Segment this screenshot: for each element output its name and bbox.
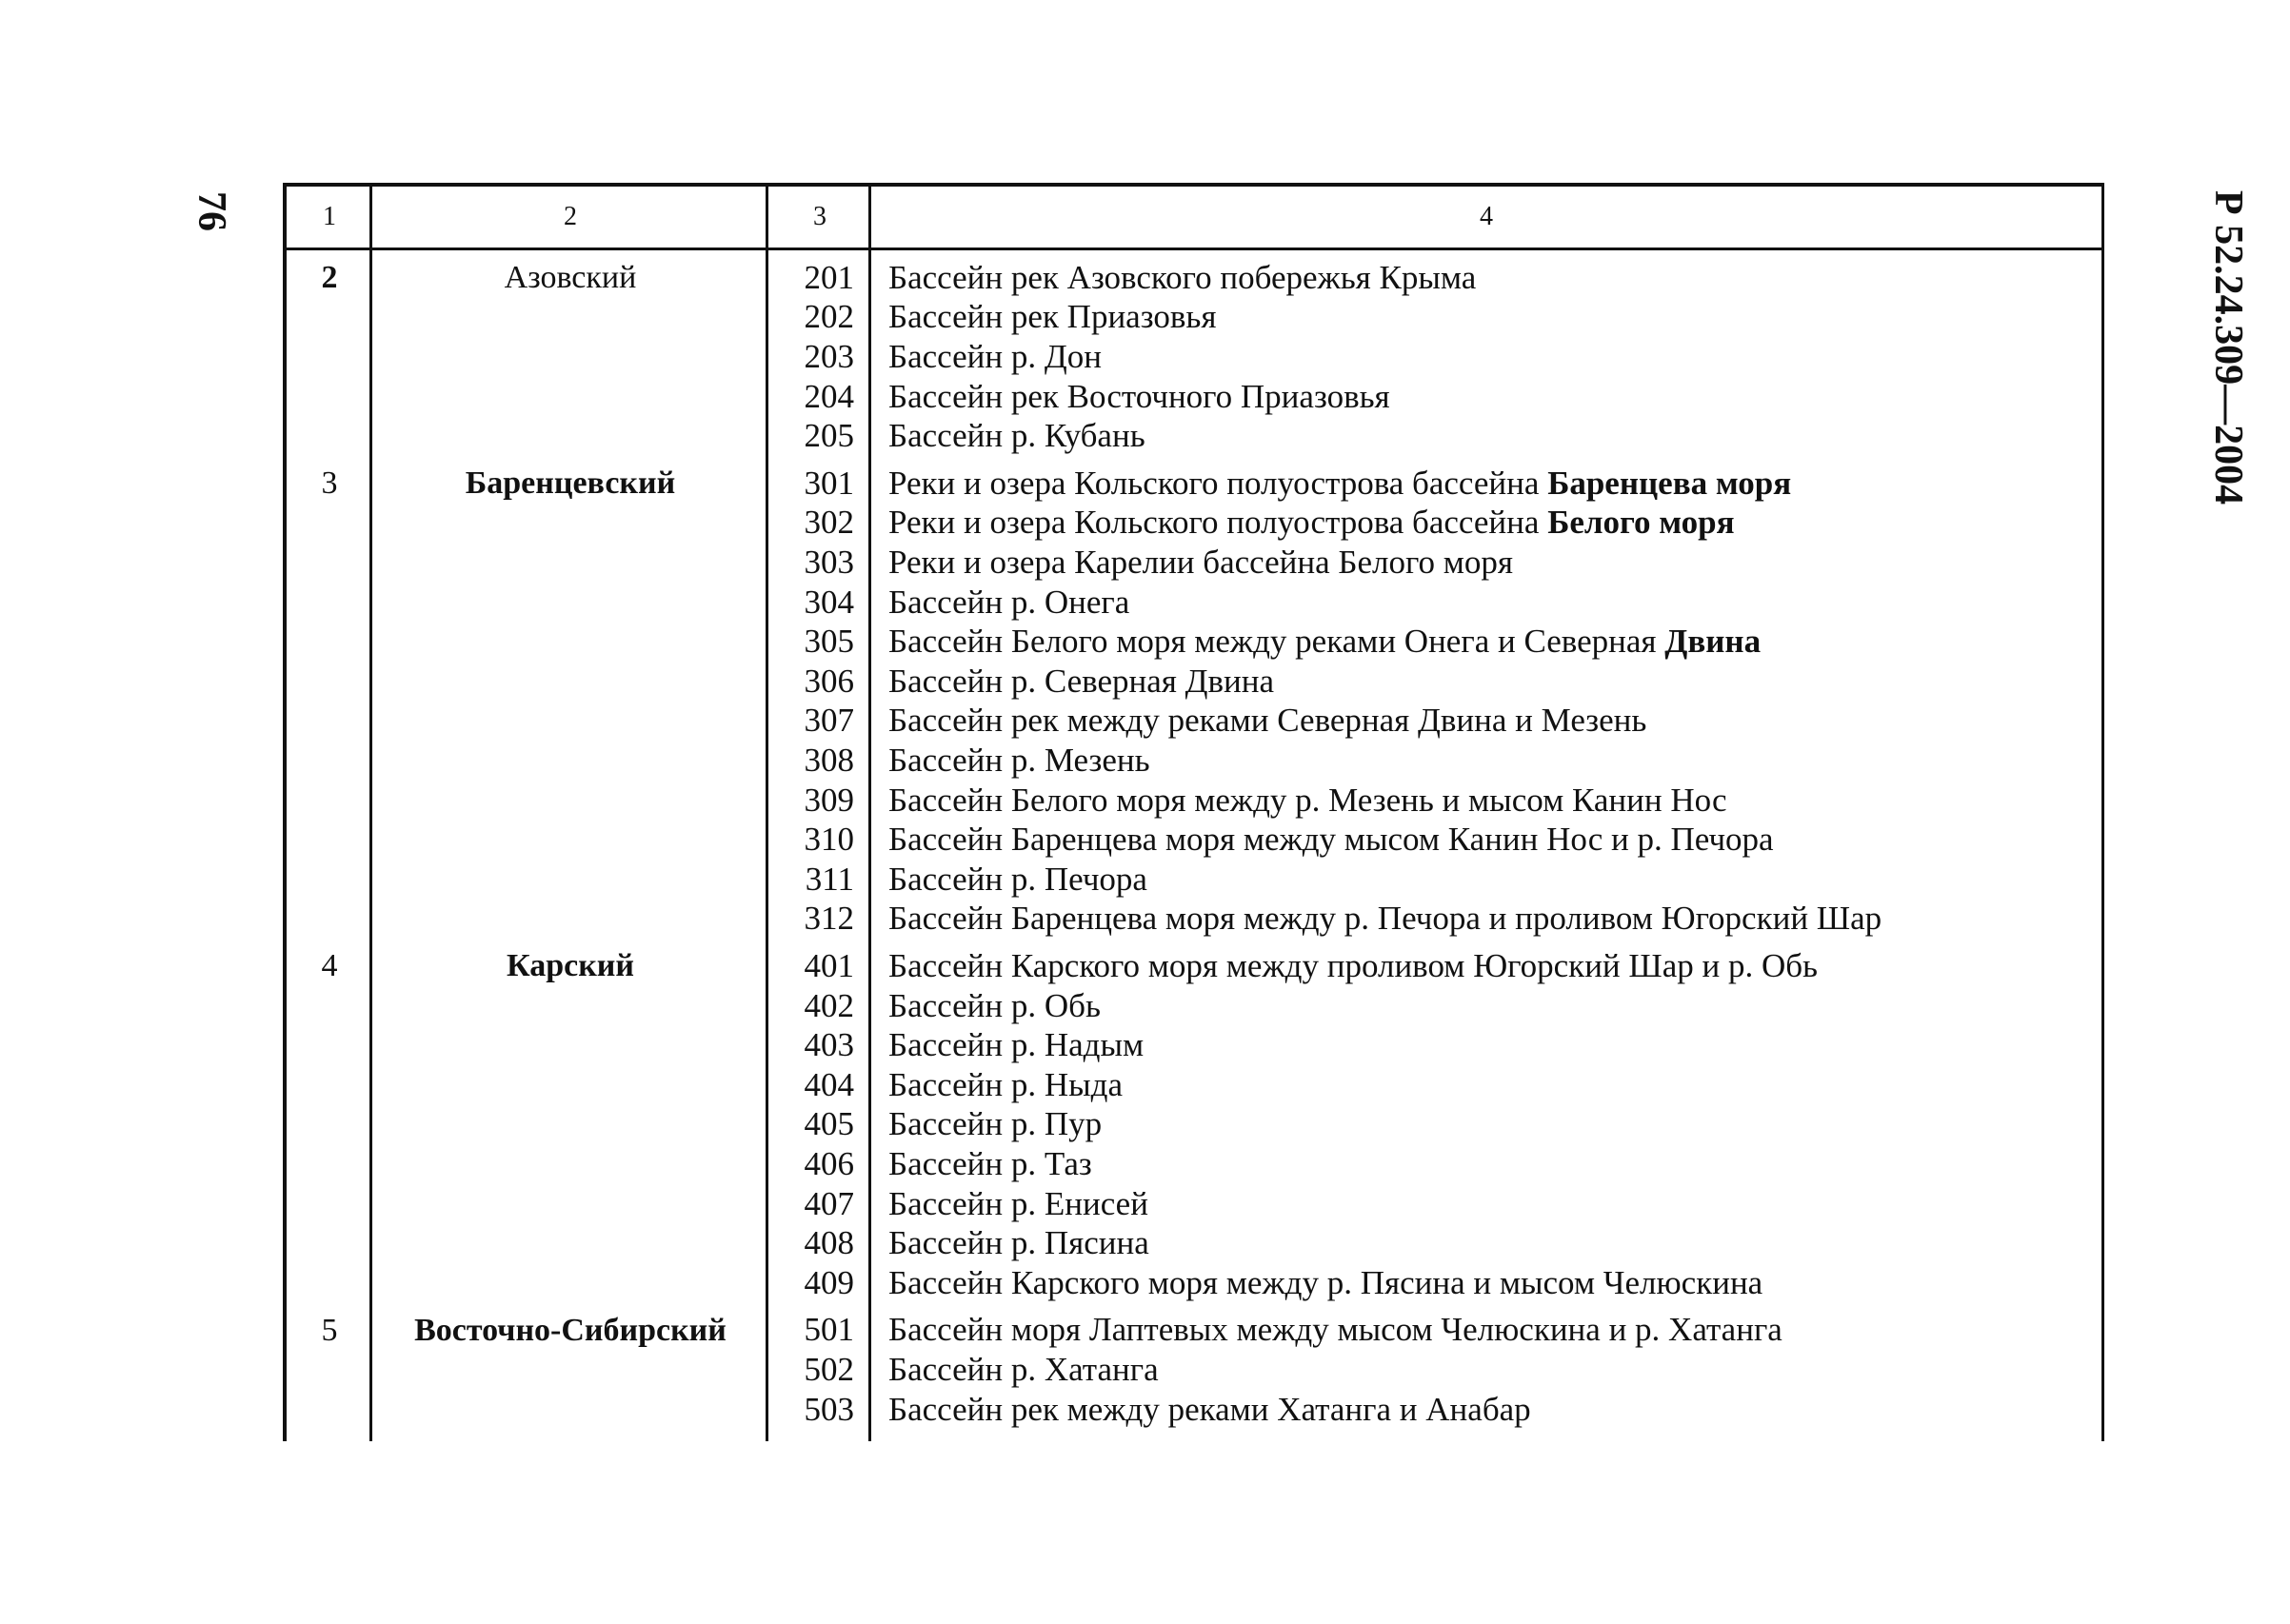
basin-description-text: Бассейн моря Лаптевых между мысом Челюскина и р. Хатанга — [888, 1311, 1782, 1349]
basin-code: 406 — [804, 1144, 854, 1182]
group-name: Восточно-Сибирский — [414, 1312, 727, 1348]
group-name: Азовский — [504, 260, 637, 295]
basin-code: 404 — [804, 1065, 854, 1103]
basin-description — [871, 821, 1774, 859]
basin-description-text: Бассейн Карского моря между проливом Югорский Шар и р. Обь — [888, 946, 1819, 984]
table-row — [768, 1184, 2101, 1224]
basin-description — [871, 417, 1145, 455]
basin-description — [871, 900, 1882, 938]
basin-description — [871, 663, 1274, 701]
basin-description-bold: Белого моря — [1547, 504, 1735, 542]
table-row — [768, 860, 2101, 900]
group-rows — [768, 258, 2101, 456]
basin-code: 311 — [805, 860, 854, 898]
group-name: Карский — [507, 948, 634, 984]
basin-description-text: Бассейн р. Таз — [888, 1144, 1092, 1182]
table-row — [768, 337, 2101, 377]
table-row — [768, 1223, 2101, 1263]
group-number: 2 — [321, 260, 338, 295]
table-row — [768, 986, 2101, 1026]
basin-code: 307 — [804, 702, 854, 740]
basin-description-text: Бассейн р. Онега — [888, 583, 1130, 621]
page-number: 76 — [189, 191, 233, 231]
table-body — [287, 250, 2101, 1441]
basin-description-text: Бассейн Белого моря между р. Мезень и мысом Канин Нос — [888, 781, 1727, 819]
basin-description-text: Бассейн р. Печора — [888, 860, 1147, 898]
basin-code: 202 — [804, 298, 854, 336]
table-row — [768, 741, 2101, 781]
table-row — [768, 1263, 2101, 1303]
basin-description — [871, 1185, 1148, 1223]
basin-description — [871, 742, 1150, 780]
basin-description-text: Бассейн Карского моря между р. Пясина и мысом Челюскина — [888, 1263, 1763, 1301]
basin-description-text: Бассейн Белого моря между реками Онега и Северная — [888, 623, 1657, 661]
basin-description — [871, 1224, 1149, 1262]
basin-description — [871, 259, 1476, 297]
table-row — [768, 662, 2101, 702]
table-row — [768, 946, 2101, 986]
basin-table — [283, 183, 2104, 1441]
table-row — [768, 258, 2101, 298]
basin-description — [871, 338, 1102, 376]
basin-code: 301 — [804, 464, 854, 502]
table-row — [768, 1144, 2101, 1184]
basin-description-text: Бассейн р. Надым — [888, 1026, 1145, 1064]
basin-code: 305 — [804, 623, 854, 661]
basin-description — [871, 584, 1129, 622]
table-row — [768, 1065, 2101, 1105]
basin-description — [871, 987, 1101, 1025]
basin-code: 308 — [804, 741, 854, 779]
basin-code: 503 — [804, 1390, 854, 1428]
table-row — [768, 622, 2101, 662]
basin-description — [871, 1105, 1102, 1143]
basin-description-text: Бассейн рек между реками Хатанга и Анабар — [888, 1390, 1531, 1428]
basin-description — [871, 504, 1735, 542]
table-group — [287, 258, 2101, 456]
header-col-3: 3 — [813, 202, 826, 231]
basin-code: 501 — [804, 1311, 854, 1349]
basin-description-text: Бассейн рек между реками Северная Двина и Мезень — [888, 702, 1647, 740]
table-row — [768, 1311, 2101, 1351]
basin-description-text: Бассейн Баренцева моря между мысом Канин Нос и р. Печора — [888, 821, 1774, 859]
basin-description-text: Реки и озера Кольского полуострова бассейна — [888, 464, 1540, 502]
group-rows — [768, 1311, 2101, 1430]
basin-description-text: Реки и озера Карелии бассейна Белого моря — [888, 543, 1513, 581]
basin-code: 302 — [804, 504, 854, 542]
basin-description-bold: Двина — [1664, 623, 1762, 661]
header-col-2: 2 — [564, 202, 577, 231]
basin-description — [871, 623, 1761, 661]
basin-code: 401 — [804, 946, 854, 984]
table-row — [768, 377, 2101, 417]
basin-description-text: Бассейн рек Приазовья — [888, 298, 1217, 336]
basin-code: 310 — [804, 821, 854, 859]
basin-description-text: Бассейн р. Северная Двина — [888, 662, 1275, 700]
basin-description — [871, 1264, 1762, 1302]
basin-code: 309 — [804, 781, 854, 819]
basin-description-text: Бассейн р. Дон — [888, 337, 1102, 375]
basin-description — [871, 378, 1390, 416]
group-rows — [768, 464, 2101, 939]
table-row — [768, 298, 2101, 338]
group-number: 3 — [321, 465, 338, 501]
group-rows — [768, 946, 2101, 1302]
basin-description-text: Бассейн р. Кубань — [888, 417, 1145, 455]
basin-code: 407 — [804, 1184, 854, 1222]
header-col-1: 1 — [323, 202, 336, 231]
basin-code: 405 — [804, 1105, 854, 1143]
table-header — [287, 187, 2101, 250]
table-row — [768, 416, 2101, 456]
table-row — [768, 1105, 2101, 1145]
table-row — [768, 1025, 2101, 1065]
basin-code: 409 — [804, 1263, 854, 1301]
basin-description — [871, 1066, 1123, 1104]
table-row — [768, 504, 2101, 544]
basin-description — [871, 298, 1216, 336]
group-name: Баренцевский — [465, 465, 676, 501]
basin-description-bold: Баренцева моря — [1547, 464, 1792, 502]
basin-description-text: Реки и озера Кольского полуострова бассейна — [888, 504, 1540, 542]
basin-description — [871, 702, 1646, 740]
basin-description — [871, 1311, 1782, 1349]
basin-description-text: Бассейн р. Обь — [888, 986, 1101, 1024]
table-row — [768, 900, 2101, 940]
basin-code: 205 — [804, 417, 854, 455]
basin-description-text: Бассейн р. Ныда — [888, 1065, 1124, 1103]
basin-description-text: Бассейн р. Пур — [888, 1105, 1103, 1143]
basin-description — [871, 782, 1727, 820]
basin-code: 502 — [804, 1350, 854, 1388]
basin-description-text: Бассейн рек Азовского побережья Крыма — [888, 258, 1477, 296]
table-row — [768, 1390, 2101, 1430]
table-row — [768, 702, 2101, 742]
basin-code: 408 — [804, 1224, 854, 1262]
group-number: 4 — [321, 948, 338, 984]
basin-description — [871, 947, 1818, 985]
table-row — [768, 781, 2101, 821]
basin-code: 304 — [804, 583, 854, 621]
basin-description — [871, 1391, 1531, 1429]
basin-code: 201 — [804, 258, 854, 296]
basin-description-text: Бассейн р. Пясина — [888, 1224, 1149, 1262]
basin-code: 203 — [804, 337, 854, 375]
document-code: Р 52.24.309—2004 — [2206, 189, 2250, 505]
basin-description — [871, 465, 1791, 503]
basin-code: 312 — [804, 900, 854, 938]
table-group — [287, 946, 2101, 1302]
basin-description-text: Бассейн р. Хатанга — [888, 1350, 1159, 1388]
basin-code: 204 — [804, 377, 854, 415]
basin-description — [871, 1351, 1159, 1389]
basin-description-text: Бассейн р. Енисей — [888, 1184, 1148, 1222]
basin-code: 402 — [804, 986, 854, 1024]
basin-description-text: Бассейн рек Восточного Приазовья — [888, 377, 1390, 415]
basin-description — [871, 1026, 1144, 1064]
basin-description — [871, 1145, 1092, 1183]
table-row — [768, 820, 2101, 860]
basin-code: 403 — [804, 1026, 854, 1064]
header-col-4: 4 — [1480, 202, 1493, 231]
basin-code: 306 — [804, 662, 854, 700]
basin-description — [871, 861, 1147, 899]
table-row — [768, 583, 2101, 623]
group-number: 5 — [321, 1312, 338, 1348]
basin-description-text: Бассейн р. Мезень — [888, 741, 1150, 779]
basin-description-text: Бассейн Баренцева моря между р. Печора и проливом Югорский Шар — [888, 900, 1882, 938]
table-row — [768, 1350, 2101, 1390]
table-row — [768, 464, 2101, 504]
basin-code: 303 — [804, 543, 854, 581]
table-row — [768, 543, 2101, 583]
table-group — [287, 464, 2101, 939]
table-group — [287, 1311, 2101, 1430]
basin-description — [871, 544, 1513, 582]
